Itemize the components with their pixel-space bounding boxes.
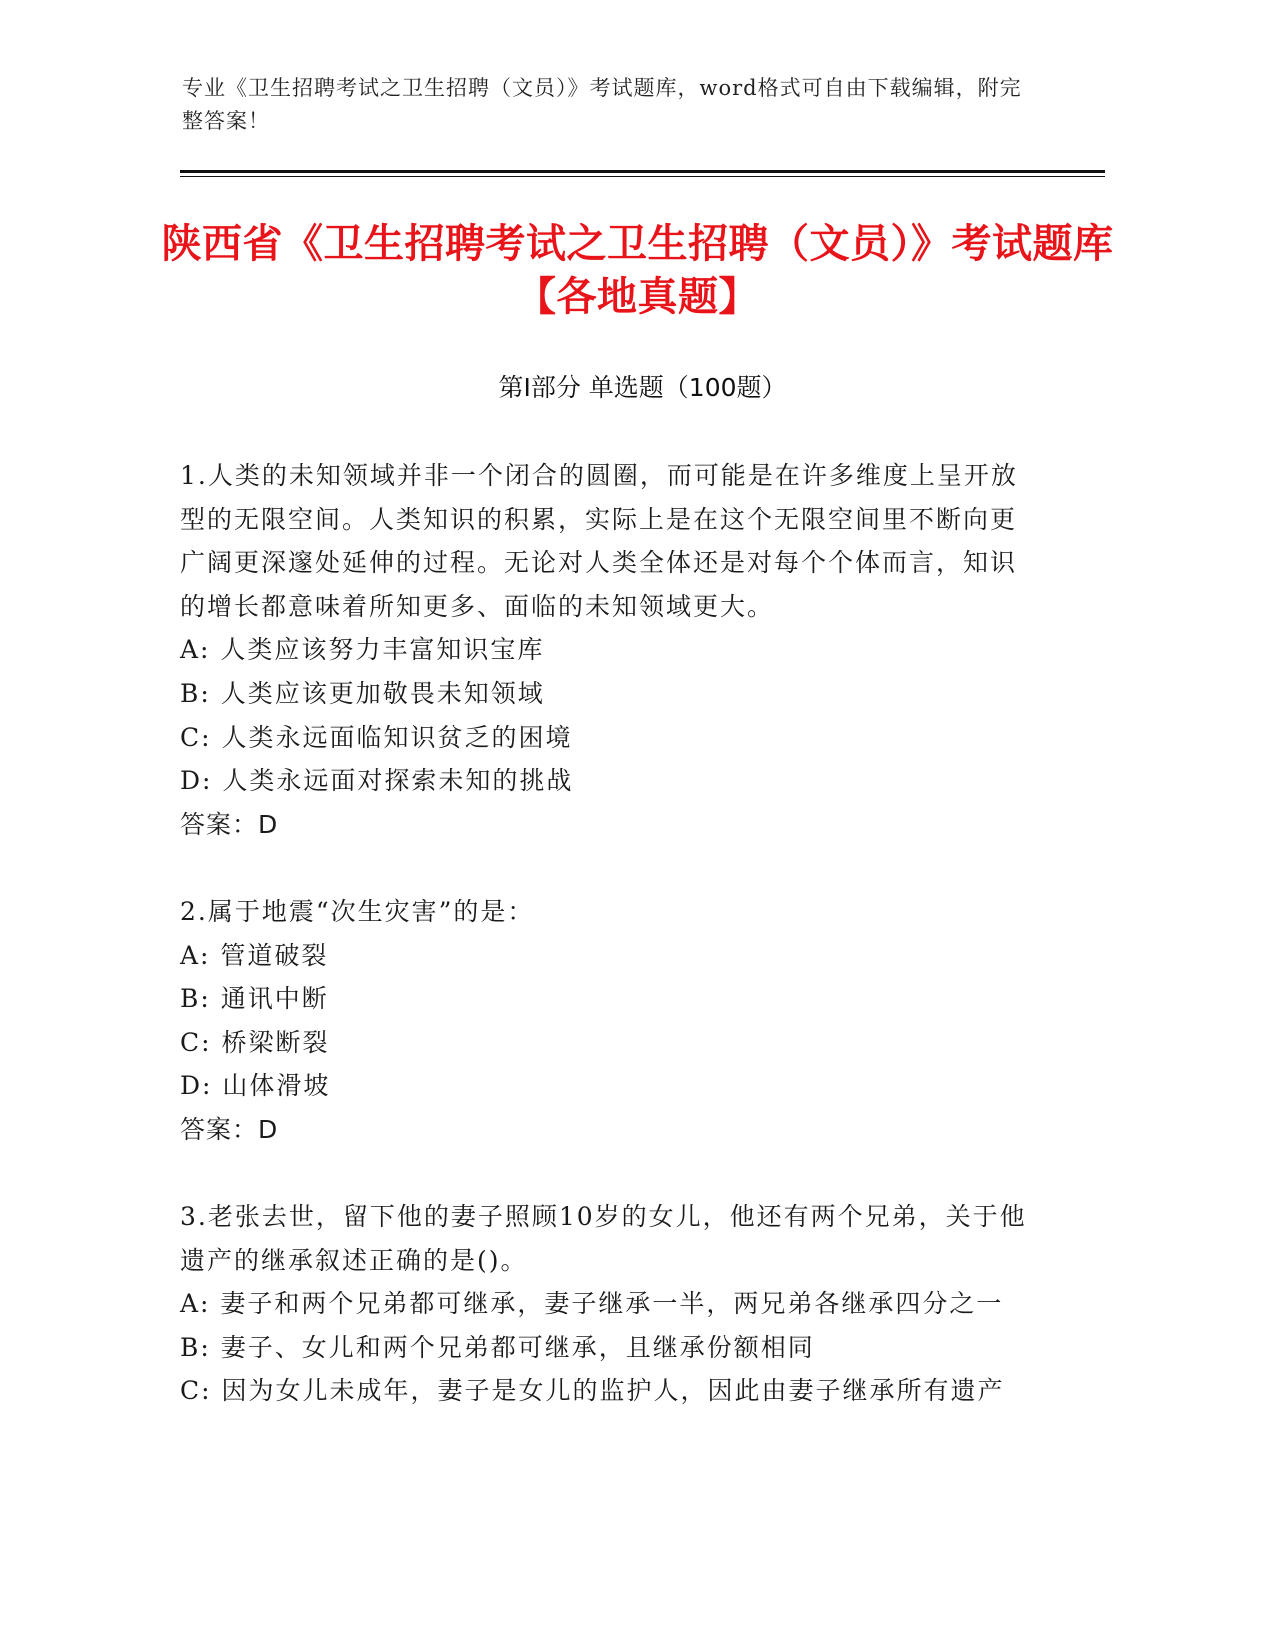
question-stem: 3.老张去世，留下他的妻子照顾10岁的女儿，他还有两个兄弟，关于他遗产的继承叙述正确的是()。 [180,1202,1027,1275]
question-stem: 2.属于地震“次生灾害”的是： [180,896,535,926]
option-d: D: 人类永远面对探索未知的挑战 [180,766,574,796]
option-c: C: 人类永远面临知识贫乏的困境 [180,722,573,752]
question-list [180,454,1030,1457]
option-b: B: 妻子、女儿和两个兄弟都可继承，且继承份额相同 [180,1332,815,1362]
section-title: 第Ⅰ部分 单选题（100题） [498,373,787,402]
question-stem: 1.人类的未知领域并非一个闭合的圆圈，而可能是在许多维度上呈开放型的无限空间。人类知识的积累，实际上是在这个无限空间里不断向更广阔更深邃处延伸的过程。无论对人类全体还是对每个个体而言，知识的增长都意味着所知更多、面临的未知领域更大。 [180,461,1018,621]
question-3 [180,1195,1030,1413]
option-b: B: 人类应该更加敬畏未知领域 [180,678,545,708]
header-rule-thin [180,176,1105,177]
document-title: 陕西省《卫生招聘考试之卫生招聘（文员）》考试题库【各地真题】 [161,221,1114,320]
option-a: A: 管道破裂 [180,940,329,970]
question-2 [180,890,1030,1152]
option-d: D: 山体滑坡 [180,1071,331,1101]
answer: 答案：D [180,809,279,839]
option-c: C: 因为女儿未成年，妻子是女儿的监护人，因此由妻子继承所有遗产 [180,1376,1005,1406]
header-note: 专业《卫生招聘考试之卫生招聘（文员）》考试题库，word格式可自由下载编辑，附完整答案！ [182,76,1022,133]
header-rule-thick [180,170,1105,173]
question-1 [180,454,1030,846]
option-c: C: 桥梁断裂 [180,1027,330,1057]
option-b: B: 通讯中断 [180,984,329,1014]
option-a: A: 妻子和两个兄弟都可继承，妻子继承一半，两兄弟各继承四分之一 [180,1289,1004,1319]
answer: 答案：D [180,1114,279,1144]
option-a: A: 人类应该努力丰富知识宝库 [180,635,545,665]
